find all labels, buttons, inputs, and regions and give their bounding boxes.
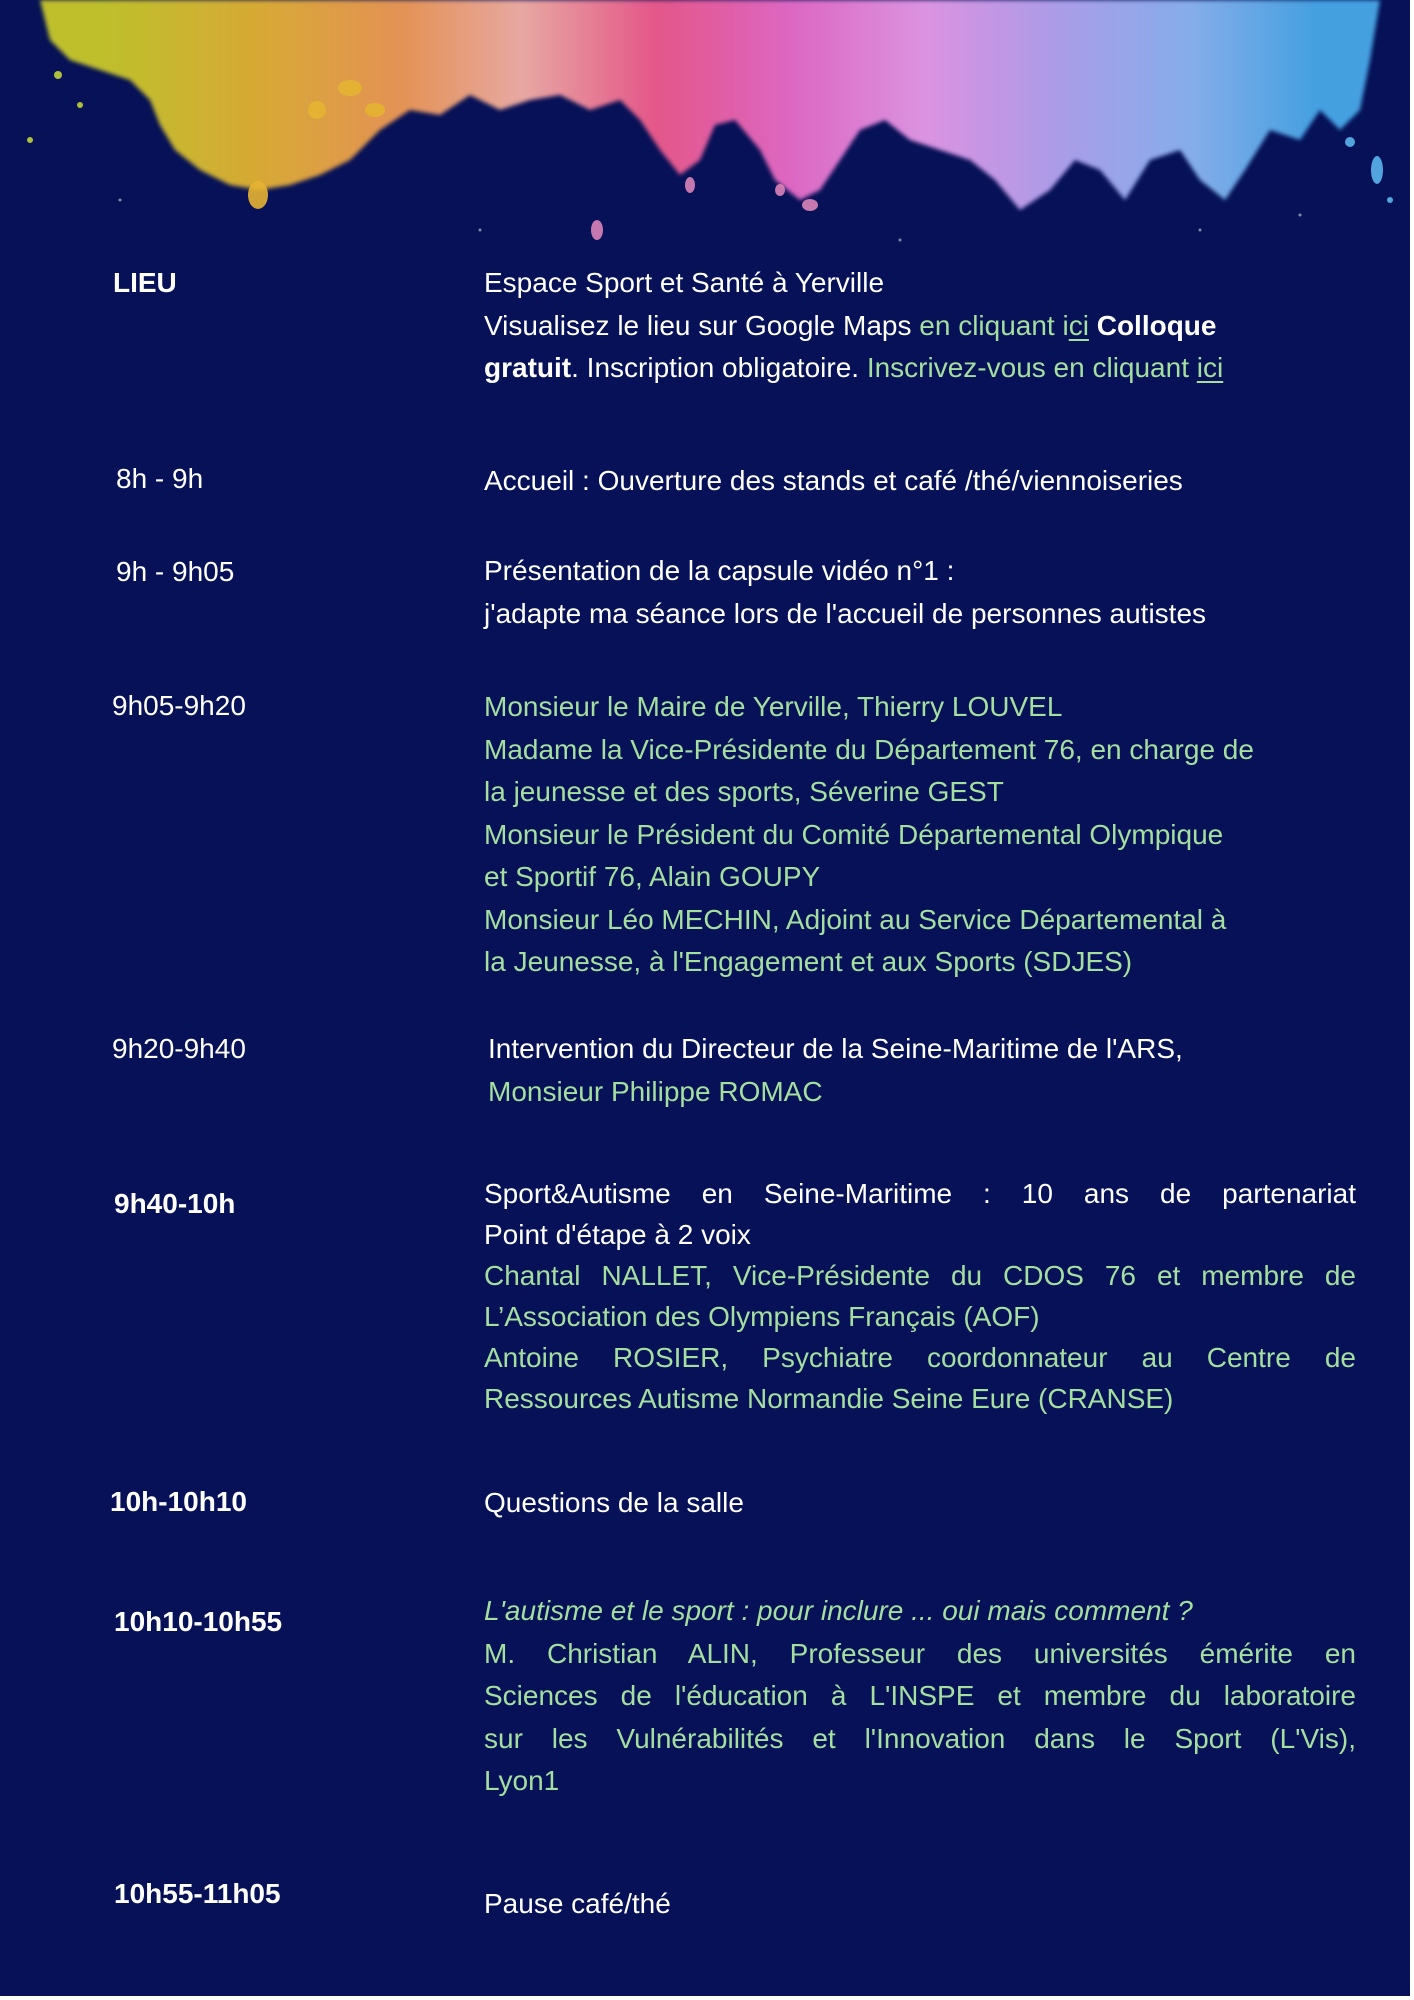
session-content xyxy=(484,1173,1356,1419)
free-colloquium-label-2: gratuit xyxy=(484,352,572,383)
session-title: Pause café/thé xyxy=(484,1888,671,1919)
google-maps-link[interactable]: en cliquant ici xyxy=(919,309,1089,341)
time-slot: 9h05-9h20 xyxy=(112,690,246,721)
session-title: Présentation de la capsule vidéo n°1 : xyxy=(484,555,955,586)
time-slot: 9h - 9h05 xyxy=(116,556,235,587)
speaker-line: Chantal NALLET, Vice-Présidente du CDOS 76 et membre de xyxy=(484,1260,1356,1291)
session-content xyxy=(484,686,1356,984)
session-title: Sport&Autisme en Seine-Maritime : 10 ans de partenariat xyxy=(484,1178,1356,1209)
time-slot: 10h10-10h55 xyxy=(114,1606,283,1637)
time-slot: 8h - 9h xyxy=(116,463,204,494)
time-slot: 9h40-10h xyxy=(114,1188,236,1219)
session-subtitle: Point d'étape à 2 voix xyxy=(484,1219,751,1250)
speaker-line: la Jeunesse, à l'Engagement et aux Sports (SDJES) xyxy=(484,946,1133,977)
session-content xyxy=(484,550,1356,635)
paint-splash-banner xyxy=(0,0,1410,250)
registration-required-text: . Inscription obligatoire. xyxy=(571,352,867,383)
speaker-line: L’Association des Olympiens Français (AOF) xyxy=(484,1301,1040,1332)
speaker-line: Madame la Vice-Présidente du Département 76, en charge de xyxy=(484,733,1254,765)
speaker-line: M. Christian ALIN, Professeur des universités émérite en xyxy=(484,1637,1356,1669)
speaker-line: Monsieur le Président du Comité Départemental Olympique xyxy=(484,818,1224,850)
session-title: Accueil : Ouverture des stands et café /thé/viennoiseries xyxy=(484,465,1183,496)
venue-name: Espace Sport et Santé à Yerville xyxy=(484,267,885,298)
lieu-label: LIEU xyxy=(113,267,177,298)
session-title: Intervention du Directeur de la Seine-Maritime de l'ARS, xyxy=(488,1033,1183,1064)
speaker-line: Ressources Autisme Normandie Seine Eure (CRANSE) xyxy=(484,1383,1174,1414)
speaker-line: Sciences de l'éducation à L'INSPE et membre du laboratoire xyxy=(484,1680,1356,1711)
free-colloquium-label-1: Colloque xyxy=(1096,309,1217,341)
time-slot: 9h20-9h40 xyxy=(112,1033,246,1064)
time-slot: 10h55-11h05 xyxy=(114,1878,281,1909)
speaker-line: et Sportif 76, Alain GOUPY xyxy=(484,861,821,892)
session-content xyxy=(484,1590,1356,1803)
paint-splash-image xyxy=(0,0,1410,250)
session-title: L'autisme et le sport : pour inclure ... oui mais comment ? xyxy=(484,1595,1193,1626)
speaker-line: sur les Vulnérabilités et l'Innovation dans le Sport (L'Vis), xyxy=(484,1722,1356,1754)
session-title: Questions de la salle xyxy=(484,1487,744,1518)
session-content xyxy=(484,460,1356,503)
session-content xyxy=(484,1883,1356,1926)
speaker-line: la jeunesse et des sports, Séverine GEST xyxy=(484,776,1004,807)
speaker-line: Monsieur Léo MECHIN, Adjoint au Service Départemental à xyxy=(484,903,1227,935)
session-subtitle: j'adapte ma séance lors de l'accueil de personnes autistes xyxy=(484,597,1207,629)
register-link[interactable]: Inscrivez-vous en cliquant ici xyxy=(866,352,1224,383)
time-slot: 10h-10h10 xyxy=(110,1486,247,1517)
lieu-details xyxy=(484,262,1356,390)
speaker-line: Antoine ROSIER, Psychiatre coordonnateur au Centre de xyxy=(484,1342,1356,1373)
session-content xyxy=(484,1482,1356,1525)
speaker-line: Monsieur Philippe ROMAC xyxy=(488,1075,823,1107)
speaker-line: Monsieur le Maire de Yerville, Thierry LOUVEL xyxy=(484,691,1063,722)
maps-prefix-text: Visualisez le lieu sur Google Maps xyxy=(484,309,920,341)
session-content xyxy=(488,1028,1360,1113)
speaker-line: Lyon1 xyxy=(484,1765,560,1796)
